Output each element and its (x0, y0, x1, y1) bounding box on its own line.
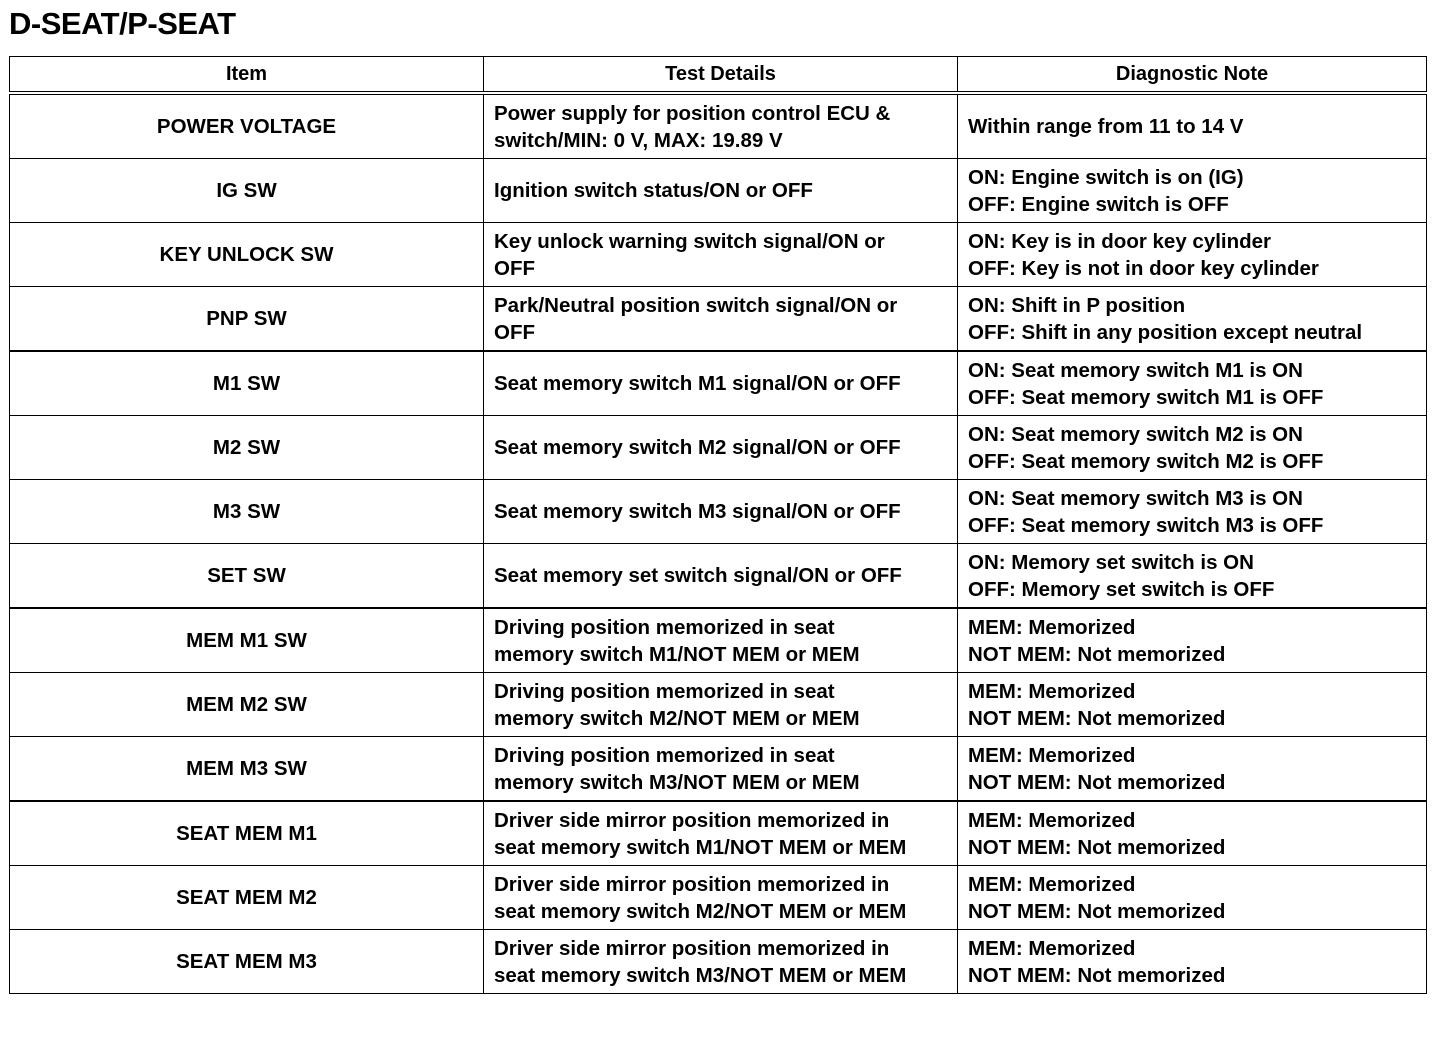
table-row (10, 480, 1427, 544)
diagnostic-note-line: ON: Seat memory switch M2 is ON (968, 422, 1303, 446)
table-row (10, 287, 1427, 352)
test-details-line: Park/Neutral position switch signal/ON or (494, 293, 898, 317)
diagnostic-note-cell (958, 159, 1427, 223)
table-row (10, 866, 1427, 930)
item-cell: POWER VOLTAGE (10, 93, 484, 159)
table-row (10, 801, 1427, 866)
table-header-row (10, 57, 1427, 94)
diagnostic-note-line: Within range from 11 to 14 V (968, 115, 1244, 138)
diagnostic-note-line: NOT MEM: Not memorized (968, 770, 1226, 794)
test-details-cell (484, 737, 958, 802)
diagnostic-note-cell (958, 287, 1427, 352)
diagnostic-note-line: MEM: Memorized (968, 936, 1136, 960)
item-cell: MEM M2 SW (10, 673, 484, 737)
test-details-line: memory switch M1/NOT MEM or MEM (494, 642, 860, 666)
table-row (10, 608, 1427, 673)
test-details-line: Key unlock warning switch signal/ON or (494, 229, 885, 253)
test-details-line: Seat memory switch M3 signal/ON or OFF (494, 500, 901, 523)
test-details-line: Driving position memorized in seat (494, 743, 835, 767)
test-details-cell (484, 544, 958, 609)
diagnostic-note-line: NOT MEM: Not memorized (968, 963, 1226, 987)
test-details-cell (484, 287, 958, 352)
header-item: Item (10, 57, 484, 94)
item-cell: PNP SW (10, 287, 484, 352)
test-details-line: memory switch M3/NOT MEM or MEM (494, 770, 860, 794)
diagnostic-note-cell (958, 608, 1427, 673)
diagnostic-note-line: OFF: Shift in any position except neutral (968, 320, 1363, 344)
diagnostic-table (9, 56, 1427, 994)
diagnostic-note-line: OFF: Seat memory switch M2 is OFF (968, 449, 1324, 473)
test-details-line: Driving position memorized in seat (494, 679, 835, 703)
test-details-line: seat memory switch M1/NOT MEM or MEM (494, 835, 907, 859)
diagnostic-note-cell (958, 866, 1427, 930)
diagnostic-note-line: OFF: Seat memory switch M1 is OFF (968, 385, 1324, 409)
test-details-line: Driving position memorized in seat (494, 615, 835, 639)
table-row (10, 737, 1427, 802)
test-details-line: Driver side mirror position memorized in (494, 808, 890, 832)
diagnostic-note-line: MEM: Memorized (968, 679, 1136, 703)
item-cell: SET SW (10, 544, 484, 609)
test-details-line: switch/MIN: 0 V, MAX: 19.89 V (494, 128, 783, 152)
test-details-cell (484, 801, 958, 866)
table-body (10, 93, 1427, 994)
diagnostic-note-line: OFF: Engine switch is OFF (968, 192, 1229, 216)
diagnostic-note-line: MEM: Memorized (968, 743, 1136, 767)
diagnostic-note-line: NOT MEM: Not memorized (968, 642, 1226, 666)
diagnostic-note-line: ON: Engine switch is on (IG) (968, 165, 1244, 189)
test-details-line: seat memory switch M2/NOT MEM or MEM (494, 899, 907, 923)
test-details-line: memory switch M2/NOT MEM or MEM (494, 706, 860, 730)
diagnostic-note-line: MEM: Memorized (968, 808, 1136, 832)
diagnostic-note-cell (958, 544, 1427, 609)
test-details-line: Driver side mirror position memorized in (494, 936, 890, 960)
header-diagnostic-note: Diagnostic Note (958, 57, 1427, 94)
table-row (10, 223, 1427, 287)
item-cell: SEAT MEM M2 (10, 866, 484, 930)
diagnostic-note-line: OFF: Seat memory switch M3 is OFF (968, 513, 1324, 537)
test-details-line: Driver side mirror position memorized in (494, 872, 890, 896)
test-details-cell (484, 866, 958, 930)
item-cell: KEY UNLOCK SW (10, 223, 484, 287)
item-cell: IG SW (10, 159, 484, 223)
diagnostic-note-line: MEM: Memorized (968, 872, 1136, 896)
test-details-cell (484, 416, 958, 480)
diagnostic-note-line: OFF: Key is not in door key cylinder (968, 256, 1319, 280)
test-details-line: Seat memory set switch signal/ON or OFF (494, 564, 902, 587)
table-row (10, 93, 1427, 159)
test-details-line: Power supply for position control ECU & (494, 101, 891, 125)
test-details-cell (484, 93, 958, 159)
test-details-line: Ignition switch status/ON or OFF (494, 179, 813, 202)
test-details-cell (484, 159, 958, 223)
diagnostic-note-cell (958, 480, 1427, 544)
test-details-cell (484, 608, 958, 673)
item-cell: SEAT MEM M3 (10, 930, 484, 994)
test-details-line: Seat memory switch M2 signal/ON or OFF (494, 436, 901, 459)
item-cell: M2 SW (10, 416, 484, 480)
header-test-details: Test Details (484, 57, 958, 94)
diagnostic-note-line: ON: Key is in door key cylinder (968, 229, 1272, 253)
table-row (10, 544, 1427, 609)
diagnostic-note-line: NOT MEM: Not memorized (968, 706, 1226, 730)
diagnostic-note-cell (958, 351, 1427, 416)
diagnostic-note-line: ON: Memory set switch is ON (968, 550, 1254, 574)
diagnostic-note-cell (958, 223, 1427, 287)
diagnostic-note-cell (958, 673, 1427, 737)
test-details-cell (484, 351, 958, 416)
page-title: D-SEAT/P-SEAT (9, 6, 236, 41)
diagnostic-note-cell (958, 930, 1427, 994)
diagnostic-note-cell (958, 737, 1427, 802)
diagnostic-note-line: MEM: Memorized (968, 615, 1136, 639)
diagnostic-note-line: NOT MEM: Not memorized (968, 899, 1226, 923)
test-details-line: OFF (494, 320, 535, 344)
item-cell: M3 SW (10, 480, 484, 544)
item-cell: MEM M3 SW (10, 737, 484, 802)
test-details-cell (484, 223, 958, 287)
test-details-line: OFF (494, 256, 535, 280)
table-row (10, 351, 1427, 416)
table-row (10, 416, 1427, 480)
item-cell: MEM M1 SW (10, 608, 484, 673)
diagnostic-note-cell (958, 416, 1427, 480)
diagnostic-note-cell (958, 93, 1427, 159)
diagnostic-note-line: ON: Shift in P position (968, 293, 1186, 317)
test-details-line: seat memory switch M3/NOT MEM or MEM (494, 963, 907, 987)
table-row (10, 673, 1427, 737)
test-details-cell (484, 673, 958, 737)
diagnostic-note-cell (958, 801, 1427, 866)
diagnostic-note-line: ON: Seat memory switch M1 is ON (968, 358, 1303, 382)
diagnostic-note-line: OFF: Memory set switch is OFF (968, 577, 1275, 601)
item-cell: SEAT MEM M1 (10, 801, 484, 866)
item-cell: M1 SW (10, 351, 484, 416)
table-row (10, 930, 1427, 994)
table-row (10, 159, 1427, 223)
diagnostic-note-line: NOT MEM: Not memorized (968, 835, 1226, 859)
test-details-line: Seat memory switch M1 signal/ON or OFF (494, 372, 901, 395)
diagnostic-note-line: ON: Seat memory switch M3 is ON (968, 486, 1303, 510)
test-details-cell (484, 930, 958, 994)
test-details-cell (484, 480, 958, 544)
